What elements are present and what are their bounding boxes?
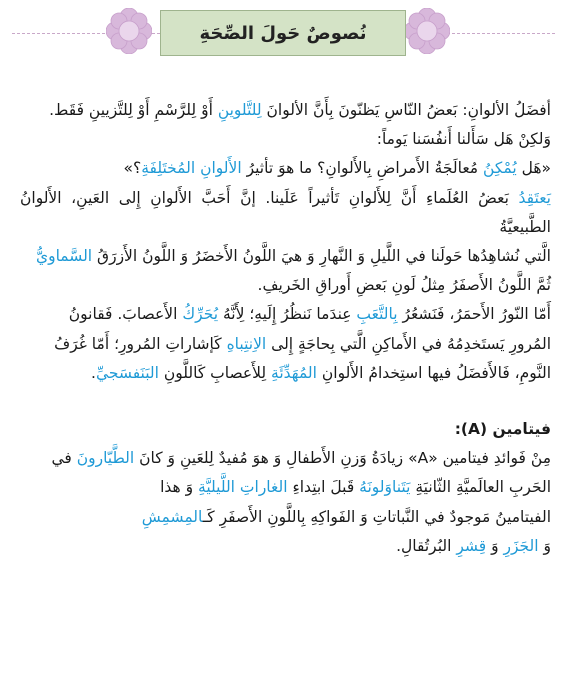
text-run: الَّتي نُشاهِدُها حَولَنا في اللَّيلِ وَ النَّهارِ وَ هيَ اللَّونُ الأَخضَرُ وَ اللَّونُ الأَزرَقُ (92, 247, 551, 266)
text-run: الحَربِ العالَميَّةِ الثّانيَةِ (410, 478, 551, 497)
highlighted-word: الطَّيّارونَ (76, 449, 135, 468)
text-run: وَ هذا (160, 478, 199, 497)
paragraph-vitamin-a (20, 444, 551, 561)
paragraph-colors-intro (20, 96, 551, 300)
text-line (20, 271, 551, 300)
text-run: وَ (486, 536, 504, 555)
text-line (20, 125, 551, 154)
paragraph-red-light (20, 300, 551, 388)
highlighted-word: يَتَناوَلونَهُ (359, 478, 411, 497)
text-run: بَعضُ العُلَماءِ أَنَّ لِلأَلوانِ تَأثيراً عَلَينا. إنَّ أَحَبَّ الأَلوانِ إِلى العَينِ، الأَلوانُ الطَّبيعيَّةُ (20, 188, 551, 236)
section-heading-vitamin-a: فيتامين (A): (454, 420, 551, 439)
text-run: . (91, 363, 96, 382)
article-body (20, 96, 551, 561)
highlighted-word: بِالتَّعَبِ (356, 305, 398, 324)
text-run: البُرتُقالِ. (396, 536, 457, 555)
highlighted-word: البَنَفسَجيِّ (95, 363, 159, 382)
text-run: أَمّا النّورُ الأَحمَرُ، فَنَشعُرُ (397, 305, 551, 324)
highlighted-word: الأَلوانِ المُختَلِفَةِ (141, 159, 242, 178)
highlighted-word: يُمْكِنُ (483, 159, 517, 178)
text-run: في (51, 449, 77, 468)
text-run: مِنْ فَوائدِ فيتامين «A» زيادَةُ وَزنِ الأَطفالِ وَ هوَ مُفيدٌ لِلعَينِ وَ كانَ (134, 449, 551, 468)
text-run: الفيتامينُ مَوجودٌ في النَّباتاتِ وَ الفَواكِهِ بِاللَّونِ الأَصفَرِ كَـ (202, 507, 551, 526)
flower-ornament-icon (106, 8, 152, 54)
text-line (20, 184, 551, 242)
text-line (20, 532, 551, 561)
text-run: وَلكِنْ هَل سَأَلنا أَنفُسَنا يَوماً: (376, 130, 551, 149)
highlighted-word: يَعتَقِدُ (518, 188, 551, 207)
text-line (20, 444, 551, 473)
text-line (20, 96, 551, 125)
highlighted-word: لِلتَّلوينِ (217, 101, 262, 119)
text-line (20, 154, 551, 183)
highlighted-word: المُهَدِّئَةِ (271, 363, 317, 382)
text-run: أفضَلُ الألوانِ: بَعضُ النّاسِ يَظنّونَ بِأَنَّ الألوانَ (261, 101, 551, 119)
text-run: كَإشاراتِ المُرورِ؛ أَمّا غُرَفُ (54, 334, 227, 353)
highlighted-word: السَّماويُّ (35, 247, 93, 266)
text-line (20, 300, 551, 329)
text-run: لِلأَعصابِ كَاللَّونِ (158, 363, 272, 382)
text-run: النَّومِ، فَالأَفضَلُ فيها استِخدامُ الأَلوانِ (316, 363, 551, 382)
flower-ornament-icon (404, 8, 450, 54)
text-run: قَبلَ ابتِداءِ (287, 478, 360, 497)
text-run: ثُمَّ اللَّونُ الأَصفَرُ مِثلُ لَونِ بَعضِ أَوراقِ الخَريفِ. (257, 276, 551, 295)
text-line (20, 473, 551, 502)
text-line (20, 330, 551, 359)
text-run: ؟» (123, 159, 142, 178)
page-title: نُصوصٌ حَولَ الصِّحَةِ (160, 10, 406, 56)
highlighted-word: الغاراتِ اللَّيليَّةِ (198, 478, 288, 497)
text-run: وَ (538, 536, 551, 555)
highlighted-word: الاِنتِباهِ (226, 334, 267, 353)
text-run: مُعالَجَةُ الأَمراضِ بِالأَلوانِ؟ ما هوَ تأثيرُ (241, 159, 484, 178)
highlighted-word: قِشرِ (456, 536, 487, 555)
text-run: أَوْ لِلرَّسْمِ أَوْ لِلتَّزيينِ فَقَط. (49, 101, 218, 119)
text-run: «هَل (516, 159, 551, 178)
text-run: الأَعصابَ. فَقانونُ (68, 305, 183, 324)
highlighted-word: المِشمِشِ (141, 507, 203, 526)
highlighted-word: يُحَرِّكُ (182, 305, 219, 324)
paragraph-gap (20, 388, 551, 415)
text-line (20, 242, 551, 271)
text-run: المُرورِ يَستَخدِمُهُ في الأَماكِنِ الَّتي بِحاجَةٍ إِلى (266, 334, 551, 353)
text-run: عِندَما نَنظُرُ إِلَيهِ؛ لِأَنَّهُ (218, 305, 357, 324)
text-line (20, 503, 551, 532)
text-line (20, 359, 551, 388)
highlighted-word: الجَزَرِ (503, 536, 539, 555)
